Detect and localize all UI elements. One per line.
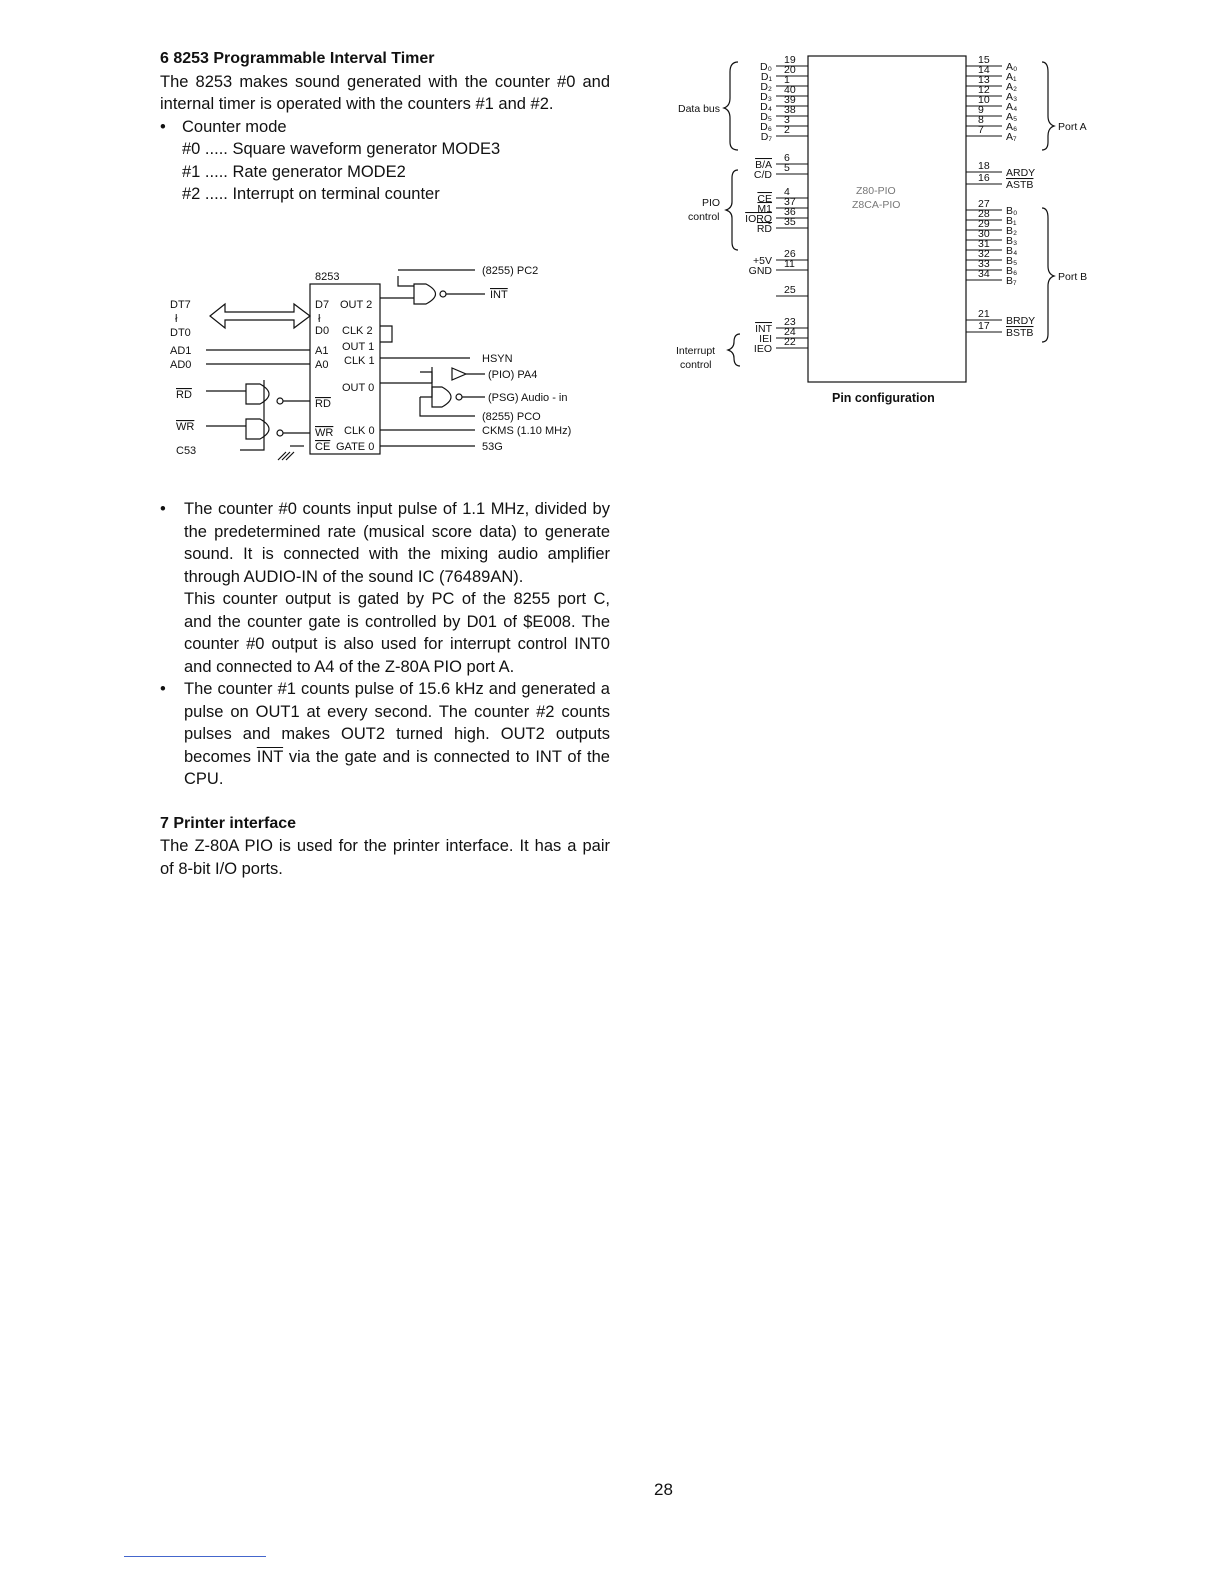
- right-pin-name: A₅: [1006, 111, 1018, 123]
- pin-out0: OUT 0: [342, 382, 375, 394]
- bullet-counter-1: [160, 678, 610, 791]
- right-pin-number: 8: [978, 114, 984, 126]
- interrupt-brace: [728, 334, 740, 366]
- left-pin-number: 20: [784, 64, 796, 76]
- left-pin-number: 25: [784, 284, 796, 296]
- signal-ad0: AD0: [170, 359, 192, 371]
- right-pin-name: A₃: [1006, 91, 1018, 103]
- left-pin-number: 2: [784, 124, 790, 136]
- bullet-counter-0-extra: This counter output is gated by PC of the 8255 port C, and the counter gate is controlled by D01 of $E008. The counter #0 output is also used for interrupt control INT0 and connected to A4 of the Z-80A PIO port A.: [184, 590, 610, 676]
- pin-clk2: CLK 2: [342, 325, 373, 337]
- left-column: [160, 48, 610, 206]
- right-pin-number: 27: [978, 198, 990, 210]
- right-pin-name: A₀: [1006, 61, 1018, 73]
- port-a-brace: [1042, 62, 1054, 150]
- left-pin-name: D₅: [760, 111, 772, 123]
- interrupt-label: Interrupt: [676, 345, 716, 357]
- left-pin-number: 24: [784, 326, 796, 338]
- signal-int: INT: [490, 289, 508, 301]
- rd-buffer-gate: [246, 384, 269, 404]
- left-pin-number: 22: [784, 336, 796, 348]
- interrupt-control-label: control: [680, 359, 712, 371]
- port-b-brace: [1042, 208, 1054, 342]
- left-pin-name: IEO: [753, 343, 772, 355]
- counter-mode-list: [160, 138, 610, 206]
- signal-dots: ł: [175, 313, 178, 325]
- right-pin-name: B₀: [1006, 205, 1018, 217]
- right-pin-number: 18: [978, 160, 990, 172]
- right-pin-name: A₄: [1006, 101, 1018, 113]
- right-pin-name: ARDY: [1006, 167, 1036, 179]
- right-pin-name: A₁: [1006, 71, 1017, 83]
- chip-8253-label: 8253: [315, 271, 340, 283]
- left-pin-name: IORQ: [745, 213, 772, 225]
- left-pin-name: D₇: [760, 131, 772, 143]
- right-pin-number: 14: [978, 64, 990, 76]
- right-pin-number: 12: [978, 84, 990, 96]
- pin-a0: A0: [315, 359, 329, 371]
- right-pin-name: B₇: [1006, 275, 1017, 287]
- left-pin-number: 39: [784, 94, 796, 106]
- left-pin-name: CE: [757, 193, 772, 205]
- mode-item-1: #1 ..... Rate generator MODE2: [182, 162, 406, 181]
- left-pin-name: D₀: [760, 61, 772, 73]
- pio-control-brace: [726, 170, 738, 250]
- left-pin-name: IEI: [759, 333, 772, 345]
- left-pin-number: 38: [784, 104, 796, 116]
- section-7-title: 7 Printer interface: [160, 814, 297, 832]
- left-pin-name: D₃: [760, 91, 772, 103]
- left-pin-name: GND: [748, 265, 772, 277]
- section-6-intro: The 8253 makes sound generated with the counter #0 and internal timer is operated with the counters #1 and #2.: [160, 72, 610, 113]
- right-pin-number: 30: [978, 228, 990, 240]
- bullet-counter-1-text: [184, 678, 610, 791]
- left-pin-name: C/D: [753, 169, 772, 181]
- left-pin-number: 26: [784, 248, 796, 260]
- data-bus-brace: [724, 62, 738, 150]
- signal-dt7: DT7: [170, 299, 191, 311]
- pin-rd: RD: [315, 398, 331, 410]
- left-pin-name: D₂: [760, 81, 772, 93]
- left-pin-number: 5: [784, 162, 790, 174]
- section-7-text: The Z-80A PIO is used for the printer interface. It has a pair of 8-bit I/O ports.: [160, 837, 610, 878]
- mode-item-2: #2 ..... Interrupt on terminal counter: [182, 185, 440, 203]
- chip-name-2: Z8CA-PIO: [852, 199, 901, 211]
- pin-ce: CE: [315, 441, 331, 453]
- bullet-counter-0-text: The counter #0 counts input pulse of 1.1 MHz, divided by the predetermined rate (musical score data) to generate sound. It is connected with the mixing audio amplifier through AUDIO-IN of the sound IC (76489AN).: [184, 500, 610, 586]
- right-pin-number: 28: [978, 208, 990, 220]
- chip-name-1: Z80-PIO: [856, 185, 896, 197]
- int-signal-name: $\overline{INT}$: [256, 747, 284, 766]
- left-pin-name: M1: [757, 203, 772, 215]
- pio-label: PIO: [702, 197, 721, 209]
- signal-hsyn: HSYN: [482, 353, 513, 365]
- signal-psg-audio: (PSG) Audio - in: [488, 392, 568, 404]
- right-pin-number: 16: [978, 172, 990, 184]
- pin-gate0: GATE 0: [336, 441, 375, 453]
- right-pin-name: B₁: [1006, 215, 1017, 227]
- pin-out2: OUT 2: [340, 299, 373, 311]
- right-pin-name: B₆: [1006, 265, 1018, 277]
- left-pin-number: 4: [784, 186, 790, 198]
- pin-out1: OUT 1: [342, 341, 375, 353]
- right-pin-name: B₃: [1006, 235, 1018, 247]
- left-pin-name: RD: [756, 223, 772, 235]
- left-pin-name: D₁: [760, 71, 772, 83]
- bullet-counter-1-before: The counter #1 counts pulse of 15.6 kHz and generated a pulse on OUT1 at every second. The counter #2 counts pulses and makes OUT2 turned high. OUT2 outputs becomes: [184, 680, 610, 766]
- right-pin-name: A₂: [1006, 81, 1018, 93]
- right-pin-number: 34: [978, 268, 990, 280]
- audio-nand-gate: [432, 387, 451, 407]
- left-pin-number: 11: [784, 258, 795, 270]
- mode-item-0: #0 ..... Square waveform generator MODE3: [182, 140, 501, 158]
- footer-rule: [124, 1556, 266, 1557]
- left-pin-number: 3: [784, 114, 790, 126]
- left-pin-number: 19: [784, 54, 796, 66]
- pin-d7: D7: [315, 299, 330, 311]
- left-pin-name: B/A: [755, 159, 772, 171]
- left-pin-name: INT: [755, 323, 772, 335]
- pin-d0: D0: [315, 325, 330, 337]
- right-pin-number: 32: [978, 248, 990, 260]
- signal-ad1: AD1: [170, 345, 192, 357]
- right-pin-name: B₄: [1006, 245, 1018, 257]
- right-pin-number: 7: [978, 124, 984, 136]
- signal-wr: WR: [176, 421, 195, 433]
- pin-config-caption: Pin configuration: [832, 391, 935, 405]
- pio-pin-configuration: [670, 50, 1110, 420]
- right-pin-number: 13: [978, 74, 990, 86]
- right-pin-number: 9: [978, 104, 984, 116]
- right-pin-name: B₅: [1006, 255, 1018, 267]
- left-pin-number: 23: [784, 316, 796, 328]
- pio-chip-box: [808, 56, 966, 382]
- counter-mode-heading: • Counter mode: [160, 116, 610, 139]
- signal-pio-pa4: (PIO) PA4: [488, 369, 538, 381]
- left-pin-number: 6: [784, 152, 790, 164]
- signal-8255-pc2: (8255) PC2: [482, 265, 539, 277]
- signal-53g: 53G: [482, 441, 503, 453]
- right-pin-name: BSTB: [1006, 327, 1034, 339]
- int-nand-gate: [414, 284, 436, 304]
- left-pin-number: 1: [784, 74, 790, 86]
- right-pin-number: 29: [978, 218, 990, 230]
- right-pin-number: 17: [978, 320, 990, 332]
- wr-buffer-gate: [246, 419, 269, 439]
- signal-dt0: DT0: [170, 327, 191, 339]
- port-a-label: Port A: [1058, 121, 1087, 133]
- left-pin-name: D₄: [760, 101, 772, 113]
- pin-clk1: CLK 1: [344, 355, 375, 367]
- right-pin-name: ASTB: [1006, 179, 1034, 191]
- signal-8255-pc0: (8255) PCO: [482, 411, 541, 423]
- bullet-counter-0: [160, 498, 610, 678]
- right-pin-number: 31: [978, 238, 990, 250]
- data-bus-label: Data bus: [678, 103, 721, 115]
- signal-ckms: CKMS (1.10 MHz): [482, 425, 572, 437]
- pio-control-label: control: [688, 211, 720, 223]
- section-6-title: 6 8253 Programmable Interval Timer: [160, 50, 435, 67]
- pin-dots: ł: [318, 313, 321, 325]
- left-pin-number: 35: [784, 216, 796, 228]
- pa4-buffer: [452, 368, 466, 380]
- pin-a1: A1: [315, 345, 329, 357]
- left-pin-name: D₆: [760, 121, 772, 133]
- pin-clk0: CLK 0: [344, 425, 375, 437]
- right-pin-number: 21: [978, 308, 990, 320]
- timer-circuit-diagram: [170, 260, 620, 475]
- right-pin-name: A₇: [1006, 131, 1017, 143]
- right-pin-name: BRDY: [1006, 315, 1036, 327]
- bullet-dot: •: [160, 680, 166, 698]
- bullet-dot: •: [160, 500, 166, 518]
- signal-c53: C53: [176, 445, 197, 457]
- bullet-counter-1-after: via the gate and is connected to INT of the CPU.: [184, 747, 610, 788]
- right-pin-number: 33: [978, 258, 990, 270]
- signal-rd: RD: [176, 389, 192, 401]
- counter-description: [160, 498, 610, 880]
- left-pin-number: 37: [784, 196, 796, 208]
- right-pin-number: 15: [978, 54, 990, 66]
- data-bus-arrow: [210, 304, 310, 328]
- left-pin-name: +5V: [753, 255, 772, 267]
- right-pin-name: B₂: [1006, 225, 1018, 237]
- right-pin-number: 10: [978, 94, 990, 106]
- left-pin-number: 40: [784, 84, 796, 96]
- right-pin-name: A₆: [1006, 121, 1018, 133]
- left-pin-number: 36: [784, 206, 796, 218]
- port-b-label: Port B: [1058, 271, 1088, 283]
- pin-wr: WR: [315, 427, 334, 439]
- page-number: 28: [654, 1480, 673, 1499]
